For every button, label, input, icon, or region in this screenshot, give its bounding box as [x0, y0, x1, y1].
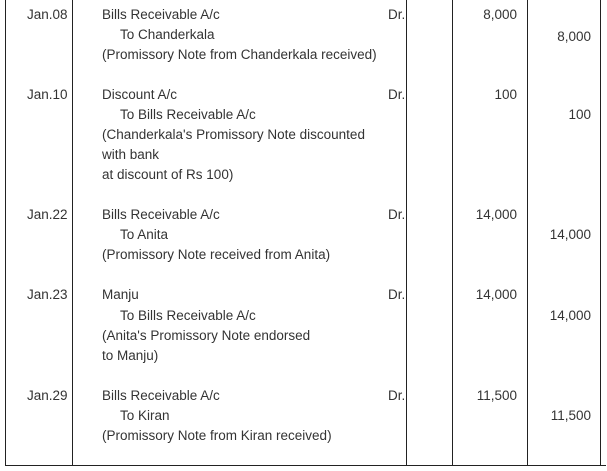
debit-amount: 100: [494, 87, 517, 102]
credit-amount: 11,500: [550, 408, 591, 423]
column-rule: [5, 0, 6, 466]
entry-date: Jan.29: [27, 388, 68, 403]
narration: (Chanderkala's Promissory Note discounted: [102, 127, 365, 142]
narration: to Manju): [102, 348, 159, 363]
debit-account: Bills Receivable A/c: [102, 7, 220, 22]
credit-amount: 8,000: [557, 29, 591, 44]
debit-amount: 14,000: [475, 207, 517, 222]
narration: at discount of Rs 100): [102, 167, 234, 182]
debit-account: Manju: [102, 287, 139, 302]
credit-account: To Bills Receivable A/c: [120, 107, 256, 122]
debit-amount: 14,000: [475, 287, 517, 302]
credit-amount: 14,000: [549, 308, 591, 323]
credit-account: To Anita: [120, 227, 169, 242]
dr-marker: Dr.: [388, 7, 406, 22]
entry-date: Jan.08: [27, 7, 68, 22]
entry-date: Jan.23: [27, 287, 68, 302]
entry-date: Jan.10: [27, 87, 68, 102]
credit-amount: 14,000: [549, 227, 591, 242]
credit-amount: 100: [568, 107, 591, 122]
bottom-rule: [5, 465, 606, 466]
dr-marker: Dr.: [388, 388, 406, 403]
entry-date: Jan.22: [27, 207, 68, 222]
debit-amount: 11,500: [476, 388, 517, 403]
credit-account: To Kiran: [120, 408, 170, 423]
credit-account: To Chanderkala: [120, 27, 215, 42]
dr-marker: Dr.: [388, 87, 406, 102]
debit-amount: 8,000: [483, 7, 517, 22]
column-rule: [600, 0, 601, 466]
narration: (Promissory Note from Kiran received): [102, 428, 332, 443]
debit-account: Bills Receivable A/c: [102, 207, 220, 222]
narration: with bank: [102, 147, 160, 162]
dr-marker: Dr.: [388, 287, 406, 302]
debit-account: Discount A/c: [102, 87, 178, 102]
narration: (Promissory Note from Chanderkala received): [102, 47, 377, 62]
credit-account: To Bills Receivable A/c: [120, 308, 256, 323]
column-rule: [406, 0, 407, 466]
dr-marker: Dr.: [388, 207, 406, 222]
narration: (Promissory Note received from Anita): [102, 247, 331, 262]
debit-account: Bills Receivable A/c: [102, 388, 220, 403]
narration: (Anita's Promissory Note endorsed: [102, 328, 311, 343]
column-rule: [527, 0, 528, 466]
column-rule: [452, 0, 453, 466]
column-rule: [72, 0, 73, 466]
